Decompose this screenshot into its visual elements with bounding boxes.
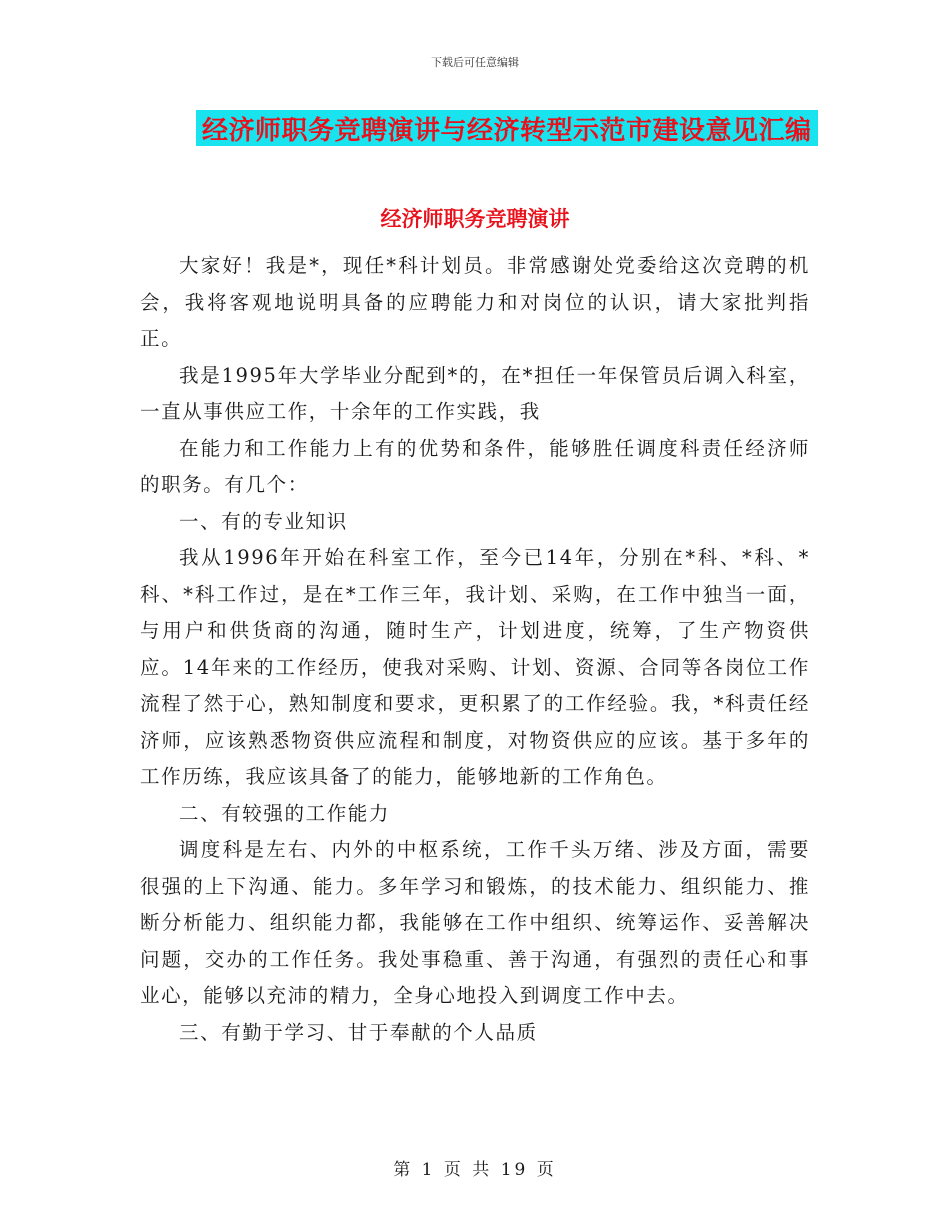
section-title: 经济师职务竞聘演讲 (380, 206, 570, 231)
paragraph-background: 我是1995年大学毕业分配到*的，在*担任一年保管员后调入科室，一直从事供应工作，十余年的工作实践，我 (140, 363, 810, 423)
page-number-footer: 第 1 页 共 19 页 (393, 1160, 557, 1180)
heading-work-ability: 二、有较强的工作能力 (179, 801, 391, 825)
page-header-note: 下载后可任意编辑 (431, 56, 519, 69)
paragraph-greeting: 大家好！我是*，现任*科计划员。非常感谢处党委给这次竞聘的机会，我将客观地说明具备的应聘能力和对岗位的认识，请大家批判指正。 (140, 254, 810, 350)
heading-personal-quality: 三、有勤于学习、甘于奉献的个人品质 (179, 1020, 538, 1044)
heading-professional-knowledge: 一、有的专业知识 (179, 509, 348, 533)
document-body (140, 248, 810, 1051)
paragraph-work-experience: 我从1996年开始在科室工作，至今已14年，分别在*科、*科、*科、*科工作过，是在*工作三年，我计划、采购，在工作中独当一面，与用户和供货商的沟通，随时生产，计划进度，统筹，了生产物资供应。14年来的工作经历，使我对采购、计划、资源、合同等各岗位工作流程了然于心，熟知制度和要求，更积累了的工作经验。我，*科责任经济师，应该熟悉物资供应流程和制度，对物资供应的应该。基于多年的工作历练，我应该具备了的能力，能够地新的工作角色。 (140, 546, 810, 788)
document-title: 经济师职务竞聘演讲与经济转型示范市建设意见汇编 (202, 115, 812, 146)
paragraph-dispatch-ability: 调度科是左右、内外的中枢系统，工作千头万绪、涉及方面，需要很强的上下沟通、能力。多年学习和锻炼，的技术能力、组织能力、推断分析能力、组织能力都，我能够在工作中组织、统筹运作、妥善解决问题，交办的工作任务。我处事稳重、善于沟通，有强烈的责任心和事业心，能够以充沛的精力，全身心地投入到调度工作中去。 (140, 838, 810, 1007)
document-title-highlight (196, 110, 818, 146)
paragraph-qualification: 在能力和工作能力上有的优势和条件，能够胜任调度科责任经济师的职务。有几个： (140, 436, 810, 496)
